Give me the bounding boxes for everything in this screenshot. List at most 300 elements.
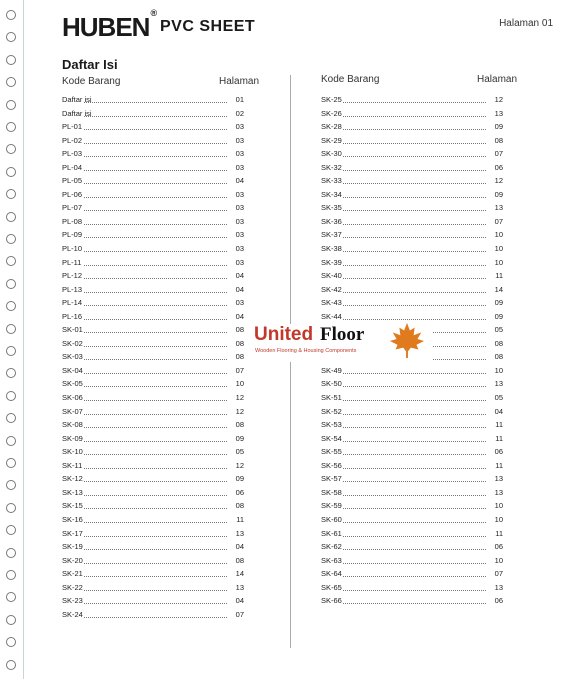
toc-leader-dots xyxy=(84,346,227,347)
toc-entry xyxy=(321,554,503,568)
toc-entry xyxy=(321,269,503,283)
toc-leader-dots xyxy=(84,129,227,130)
binding-ring-icon xyxy=(6,368,16,378)
toc-entry-code: PL-10 xyxy=(62,244,83,254)
toc-entry-code: SK-49 xyxy=(321,365,342,375)
toc-entry-code: SK-44 xyxy=(321,311,342,321)
toc-entry-page: 13 xyxy=(494,474,503,484)
toc-leader-dots xyxy=(84,576,227,577)
toc-entry xyxy=(321,513,503,527)
maple-leaf-icon xyxy=(388,321,426,359)
toc-leader-dots xyxy=(84,278,227,279)
toc-leader-dots xyxy=(343,210,486,211)
toc-entry-code: SK-06 xyxy=(62,393,83,403)
toc-entry-page: 08 xyxy=(494,338,503,348)
toc-entry-page: 10 xyxy=(494,230,503,240)
toc-entry xyxy=(321,242,503,256)
toc-entry-code: SK-63 xyxy=(321,555,342,565)
toc-entry xyxy=(62,256,244,270)
toc-entry-page: 06 xyxy=(494,162,503,172)
binding-ring-icon xyxy=(6,615,16,625)
toc-entry-page: 03 xyxy=(235,135,244,145)
binding-ring-icon xyxy=(6,391,16,401)
right-col-page-header: Halaman xyxy=(477,74,518,85)
watermark-tagline: Wooden Flooring & Housing Components xyxy=(255,348,357,354)
toc-leader-dots xyxy=(84,386,227,387)
toc-entry-page: 06 xyxy=(494,447,503,457)
toc-entry-page: 13 xyxy=(494,487,503,497)
toc-entry xyxy=(62,486,244,500)
toc-entry-page: 07 xyxy=(235,609,244,619)
toc-entry xyxy=(321,594,503,608)
binding-ring-icon xyxy=(6,525,16,535)
toc-leader-dots xyxy=(343,481,486,482)
toc-entry-page: 07 xyxy=(494,149,503,159)
toc-leader-dots xyxy=(343,549,486,550)
toc-leader-dots xyxy=(343,278,486,279)
toc-entry xyxy=(321,472,503,486)
toc-entry xyxy=(321,201,503,215)
toc-entry-code: SK-02 xyxy=(62,338,83,348)
binding-ring-icon xyxy=(6,32,16,42)
toc-leader-dots xyxy=(343,116,486,117)
toc-entry-page: 03 xyxy=(235,244,244,254)
toc-leader-dots xyxy=(84,468,227,469)
toc-leader-dots xyxy=(343,237,486,238)
right-col-code-header: Kode Barang xyxy=(321,74,380,85)
toc-entry xyxy=(62,540,244,554)
toc-entry-page: 03 xyxy=(235,298,244,308)
toc-entry-code: SK-42 xyxy=(321,284,342,294)
toc-entry-code: SK-26 xyxy=(321,108,342,118)
binding-ring-icon xyxy=(6,100,16,110)
toc-leader-dots xyxy=(84,481,227,482)
toc-entry-code: SK-37 xyxy=(321,230,342,240)
binding-ring-icon xyxy=(6,548,16,558)
brand-name: HUBEN xyxy=(62,12,150,42)
toc-entry-page: 05 xyxy=(235,447,244,457)
toc-leader-dots xyxy=(343,576,486,577)
toc-entry-page: 01 xyxy=(235,95,244,104)
toc-entry xyxy=(321,256,503,270)
toc-leader-dots xyxy=(343,251,486,252)
toc-entry-page: 04 xyxy=(235,596,244,606)
toc-entry-page: 11 xyxy=(495,528,503,538)
toc-entry-code: SK-65 xyxy=(321,582,342,592)
toc-entry-page: 10 xyxy=(494,257,503,267)
toc-leader-dots xyxy=(343,563,486,564)
left-col-code-header: Kode Barang xyxy=(62,76,121,87)
toc-leader-dots xyxy=(84,359,227,360)
toc-leader-dots xyxy=(343,170,486,171)
toc-entry-page: 07 xyxy=(494,569,503,579)
toc-entry-page: 02 xyxy=(235,108,244,118)
toc-entry-page: 10 xyxy=(494,501,503,511)
registered-mark: ® xyxy=(150,8,158,19)
toc-entry-page: 12 xyxy=(494,95,503,104)
toc-entry-code: SK-62 xyxy=(321,542,342,552)
toc-entry-code: SK-43 xyxy=(321,298,342,308)
toc-leader-dots xyxy=(343,495,486,496)
binding-margin-line xyxy=(23,0,24,679)
toc-entry xyxy=(62,432,244,446)
toc-entry xyxy=(321,581,503,595)
toc-entry-code: PL-02 xyxy=(62,135,83,145)
toc-entry-code: SK-03 xyxy=(62,352,83,362)
toc-entry xyxy=(321,283,503,297)
brand-logo xyxy=(62,8,158,43)
toc-entry-page: 09 xyxy=(494,189,503,199)
toc-entry xyxy=(321,134,503,148)
toc-entry xyxy=(62,608,244,622)
toc-entry xyxy=(62,174,244,188)
binding-ring-icon xyxy=(6,122,16,132)
toc-leader-dots xyxy=(84,617,227,618)
toc-entry xyxy=(62,391,244,405)
toc-entry-page: 12 xyxy=(235,460,244,470)
toc-leader-dots xyxy=(84,224,227,225)
toc-entry xyxy=(321,418,503,432)
toc-entry-page: 09 xyxy=(235,433,244,443)
toc-leader-dots xyxy=(84,522,227,523)
toc-leader-dots xyxy=(84,508,227,509)
toc-entry xyxy=(62,323,244,337)
toc-entry xyxy=(321,432,503,446)
toc-entry-page: 03 xyxy=(235,257,244,267)
page-header xyxy=(62,10,557,42)
binding-ring-icon xyxy=(6,301,16,311)
toc-entry-page: 03 xyxy=(235,122,244,132)
toc-entry xyxy=(62,405,244,419)
toc-entry-page: 13 xyxy=(494,379,503,389)
toc-leader-dots xyxy=(84,170,227,171)
toc-entry-page: 03 xyxy=(235,203,244,213)
toc-entry-page: 13 xyxy=(235,528,244,538)
toc-entry-page: 05 xyxy=(494,393,503,403)
toc-leader-dots xyxy=(84,183,227,184)
toc-entry xyxy=(321,405,503,419)
toc-leader-dots xyxy=(343,441,486,442)
toc-entry-code: SK-34 xyxy=(321,189,342,199)
toc-leader-dots xyxy=(84,563,227,564)
toc-leader-dots xyxy=(84,251,227,252)
toc-leader-dots xyxy=(343,129,486,130)
toc-entry-page: 10 xyxy=(235,379,244,389)
page-number-label: Halaman 01 xyxy=(499,18,553,29)
toc-entry-code: PL-06 xyxy=(62,189,83,199)
toc-entry xyxy=(321,486,503,500)
toc-entry-page: 03 xyxy=(235,189,244,199)
binding-edge xyxy=(0,0,22,679)
toc-entry xyxy=(62,554,244,568)
toc-entry-code: PL-16 xyxy=(62,311,83,321)
toc-entry-code: SK-23 xyxy=(62,596,83,606)
toc-entry-page: 07 xyxy=(235,365,244,375)
toc-leader-dots xyxy=(343,183,486,184)
toc-leader-dots xyxy=(343,305,486,306)
product-title: PVC SHEET xyxy=(160,18,256,35)
binding-ring-icon xyxy=(6,256,16,266)
binding-ring-icon xyxy=(6,570,16,580)
toc-entry-code: SK-11 xyxy=(62,460,83,470)
toc-entry-page: 12 xyxy=(494,176,503,186)
toc-entry xyxy=(62,242,244,256)
toc-entry-page: 09 xyxy=(494,311,503,321)
toc-entry xyxy=(321,567,503,581)
toc-entry-page: 12 xyxy=(235,406,244,416)
toc-entry-page: 03 xyxy=(235,216,244,226)
toc-entry xyxy=(321,107,503,121)
toc-entry xyxy=(62,527,244,541)
toc-entry-code: Daftar isi xyxy=(62,95,92,104)
toc-leader-dots xyxy=(343,508,486,509)
toc-entry xyxy=(321,527,503,541)
toc-entry-code: SK-53 xyxy=(321,420,342,430)
toc-entry-code: SK-22 xyxy=(62,582,83,592)
toc-entry xyxy=(321,228,503,242)
toc-entry xyxy=(321,147,503,161)
toc-entry-code: SK-64 xyxy=(321,569,342,579)
toc-entry-code: SK-57 xyxy=(321,474,342,484)
toc-entry xyxy=(62,377,244,391)
toc-leader-dots xyxy=(84,400,227,401)
toc-entry-page: 04 xyxy=(235,542,244,552)
binding-ring-icon xyxy=(6,413,16,423)
toc-entry-page: 11 xyxy=(495,460,503,470)
toc-entry-code: SK-50 xyxy=(321,379,342,389)
toc-entry-code: SK-04 xyxy=(62,365,83,375)
toc-leader-dots xyxy=(84,156,227,157)
toc-entry-code: SK-32 xyxy=(321,162,342,172)
toc-entry-page: 09 xyxy=(494,122,503,132)
toc-entry xyxy=(62,107,244,121)
toc-entry-page: 13 xyxy=(494,203,503,213)
toc-leader-dots xyxy=(84,427,227,428)
toc-leader-dots xyxy=(84,441,227,442)
binding-ring-icon xyxy=(6,503,16,513)
toc-entry-page: 09 xyxy=(235,474,244,484)
toc-leader-dots xyxy=(84,603,227,604)
toc-leader-dots xyxy=(84,549,227,550)
toc-leader-dots xyxy=(84,332,227,333)
toc-leader-dots xyxy=(84,143,227,144)
toc-entry-code: SK-35 xyxy=(321,203,342,213)
toc-entry xyxy=(321,120,503,134)
toc-leader-dots xyxy=(343,224,486,225)
toc-leader-dots xyxy=(343,522,486,523)
toc-entry xyxy=(62,594,244,608)
toc-leader-dots xyxy=(343,319,486,320)
toc-entry-code: PL-14 xyxy=(62,298,83,308)
toc-entry-page: 03 xyxy=(235,149,244,159)
toc-entry-code: PL-05 xyxy=(62,176,83,186)
binding-ring-icon xyxy=(6,189,16,199)
toc-entry xyxy=(321,174,503,188)
toc-entry xyxy=(62,283,244,297)
toc-entry-code: PL-12 xyxy=(62,271,83,281)
toc-entry-page: 10 xyxy=(494,365,503,375)
toc-entry-page: 08 xyxy=(235,338,244,348)
toc-leader-dots xyxy=(343,102,486,103)
binding-ring-icon xyxy=(6,55,16,65)
toc-entry-code: SK-13 xyxy=(62,487,83,497)
toc-entry-page: 08 xyxy=(235,325,244,335)
toc-entry-page: 03 xyxy=(235,162,244,172)
toc-entry-code: SK-52 xyxy=(321,406,342,416)
toc-entry-page: 07 xyxy=(494,216,503,226)
binding-ring-icon xyxy=(6,480,16,490)
toc-entry xyxy=(321,377,503,391)
toc-entry-page: 06 xyxy=(494,542,503,552)
toc-entry-page: 04 xyxy=(235,271,244,281)
toc-entry-code: SK-01 xyxy=(62,325,83,335)
toc-entry xyxy=(62,188,244,202)
toc-entry-page: 04 xyxy=(235,311,244,321)
toc-entry-code: PL-04 xyxy=(62,162,83,172)
toc-entry-code: SK-33 xyxy=(321,176,342,186)
toc-entry-code: Daftar isi xyxy=(62,108,92,118)
binding-ring-icon xyxy=(6,346,16,356)
toc-entry xyxy=(62,499,244,513)
toc-entry-code: SK-21 xyxy=(62,569,83,579)
toc-entry-code: SK-28 xyxy=(321,122,342,132)
toc-entry-page: 08 xyxy=(235,555,244,565)
left-col-page-header: Halaman xyxy=(219,76,260,87)
toc-entry xyxy=(62,228,244,242)
binding-ring-icon xyxy=(6,458,16,468)
toc-entry xyxy=(62,161,244,175)
toc-entry-code: SK-08 xyxy=(62,420,83,430)
toc-leader-dots xyxy=(84,102,227,103)
toc-leader-dots xyxy=(84,495,227,496)
toc-leader-dots xyxy=(84,116,227,117)
toc-entry xyxy=(62,337,244,351)
toc-leader-dots xyxy=(343,603,486,604)
toc-entry xyxy=(62,472,244,486)
toc-entry-code: SK-59 xyxy=(321,501,342,511)
toc-entry xyxy=(62,201,244,215)
toc-leader-dots xyxy=(343,414,486,415)
toc-entry-code: SK-05 xyxy=(62,379,83,389)
toc-leader-dots xyxy=(343,197,486,198)
toc-entry-page: 08 xyxy=(494,135,503,145)
watermark-word-floor: Floor xyxy=(320,324,365,345)
toc-entry xyxy=(62,134,244,148)
toc-entry-page: 04 xyxy=(235,284,244,294)
toc-entry-code: SK-56 xyxy=(321,460,342,470)
toc-leader-dots xyxy=(343,468,486,469)
toc-entry xyxy=(321,499,503,513)
toc-entry-page: 06 xyxy=(494,596,503,606)
toc-entry xyxy=(321,296,503,310)
toc-entry-page: 04 xyxy=(494,406,503,416)
toc-entry xyxy=(321,364,503,378)
toc-entry-code: PL-09 xyxy=(62,230,83,240)
toc-entry xyxy=(62,310,244,324)
toc-title: Daftar Isi xyxy=(62,57,118,72)
toc-entry xyxy=(321,445,503,459)
toc-leader-dots xyxy=(84,237,227,238)
toc-entry-page: 04 xyxy=(235,176,244,186)
toc-entry xyxy=(62,147,244,161)
toc-entry xyxy=(62,269,244,283)
toc-entry-page: 06 xyxy=(235,487,244,497)
toc-entry xyxy=(62,120,244,134)
toc-leader-dots xyxy=(343,143,486,144)
toc-entry xyxy=(321,161,503,175)
toc-entry-code: SK-12 xyxy=(62,474,83,484)
toc-leader-dots xyxy=(84,454,227,455)
toc-leader-dots xyxy=(84,210,227,211)
toc-leader-dots xyxy=(84,292,227,293)
toc-entry-code: PL-08 xyxy=(62,216,83,226)
toc-entry-code: SK-16 xyxy=(62,514,83,524)
toc-entry-code: SK-60 xyxy=(321,514,342,524)
binding-ring-icon xyxy=(6,324,16,334)
toc-entry-page: 09 xyxy=(494,298,503,308)
toc-leader-dots xyxy=(343,427,486,428)
toc-entry xyxy=(62,93,244,107)
toc-entry xyxy=(321,459,503,473)
toc-entry xyxy=(62,581,244,595)
toc-entry-code: SK-17 xyxy=(62,528,83,538)
toc-entry xyxy=(62,513,244,527)
toc-entry-code: SK-39 xyxy=(321,257,342,267)
toc-entry-page: 14 xyxy=(235,569,244,579)
toc-entry-page: 14 xyxy=(494,284,503,294)
toc-entry-page: 08 xyxy=(235,352,244,362)
toc-leader-dots xyxy=(343,590,486,591)
toc-entry xyxy=(62,215,244,229)
toc-leader-dots xyxy=(84,373,227,374)
toc-entry-code: SK-54 xyxy=(321,433,342,443)
toc-entry-page: 03 xyxy=(235,230,244,240)
toc-entry-page: 13 xyxy=(494,582,503,592)
toc-entry-code: PL-01 xyxy=(62,122,83,132)
toc-entry-code: SK-09 xyxy=(62,433,83,443)
toc-leader-dots xyxy=(84,197,227,198)
toc-leader-dots xyxy=(343,292,486,293)
toc-entry-page: 13 xyxy=(235,582,244,592)
toc-entry-page: 11 xyxy=(236,514,244,524)
toc-entry-code: SK-24 xyxy=(62,609,83,619)
binding-ring-icon xyxy=(6,436,16,446)
toc-entry xyxy=(321,93,503,107)
toc-entry-code: SK-20 xyxy=(62,555,83,565)
toc-entry-page: 11 xyxy=(495,420,503,430)
toc-entry xyxy=(321,215,503,229)
toc-entry-page: 10 xyxy=(494,244,503,254)
watermark-word-united: United xyxy=(254,324,314,345)
binding-ring-icon xyxy=(6,637,16,647)
toc-entry-code: SK-36 xyxy=(321,216,342,226)
toc-entry-code: PL-11 xyxy=(62,257,82,267)
toc-leader-dots xyxy=(84,319,227,320)
toc-entry-code: PL-07 xyxy=(62,203,83,213)
toc-list-left xyxy=(62,93,244,621)
toc-entry-code: PL-13 xyxy=(62,284,83,294)
binding-ring-icon xyxy=(6,167,16,177)
toc-leader-dots xyxy=(84,536,227,537)
binding-ring-icon xyxy=(6,660,16,670)
toc-entry-page: 08 xyxy=(235,420,244,430)
toc-leader-dots xyxy=(84,590,227,591)
toc-entry-code: SK-61 xyxy=(321,528,342,538)
toc-entry-code: SK-15 xyxy=(62,501,83,511)
toc-entry-code: SK-25 xyxy=(321,95,342,104)
toc-entry-page: 11 xyxy=(495,271,503,281)
toc-leader-dots xyxy=(343,373,486,374)
